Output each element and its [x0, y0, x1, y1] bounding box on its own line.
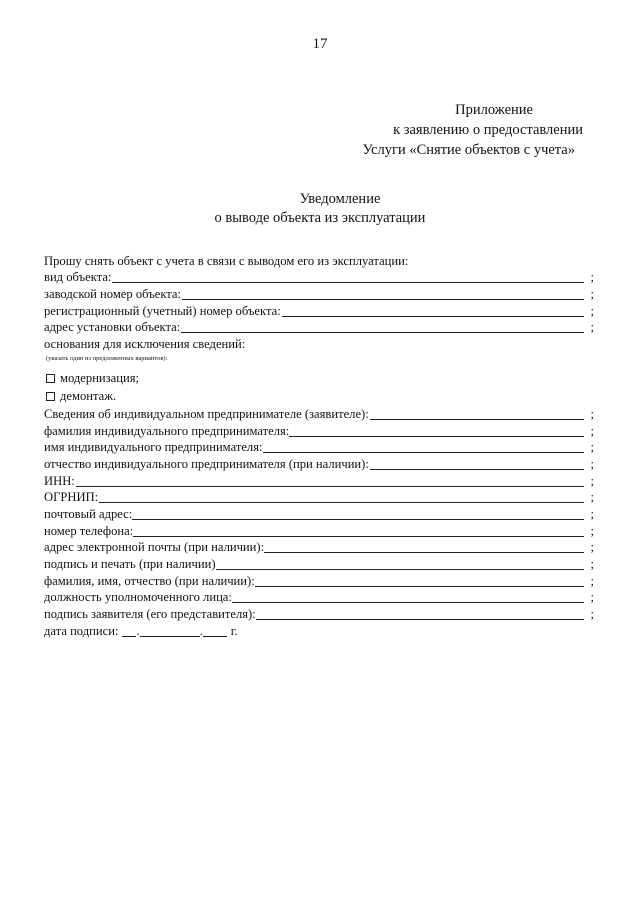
field-row	[44, 572, 594, 589]
page-number: 17	[312, 36, 328, 52]
appendix-header	[300, 100, 583, 160]
field-row	[44, 269, 594, 286]
fill-line[interactable]	[76, 475, 584, 487]
fill-line[interactable]	[182, 288, 584, 300]
year-suffix: г.	[230, 623, 238, 638]
field-end: ;	[590, 473, 594, 488]
document-title	[0, 190, 640, 228]
fill-line[interactable]	[370, 458, 584, 470]
field-label: фамилия, имя, отчество (при наличии):	[44, 573, 255, 588]
field-end: ;	[590, 320, 594, 335]
field-label: адрес электронной почты (при наличии):	[44, 540, 265, 555]
field-end: ;	[590, 590, 594, 605]
fill-line[interactable]	[132, 508, 584, 520]
field-label: Сведения об индивидуальном предпринимателе (заявителе):	[44, 406, 369, 421]
field-label: номер телефона:	[44, 523, 134, 538]
field-row	[44, 539, 594, 556]
fill-line[interactable]	[232, 591, 584, 603]
fill-line[interactable]	[255, 575, 584, 587]
field-row	[44, 302, 594, 319]
option-dismantling[interactable]	[44, 387, 594, 405]
field-row	[44, 319, 594, 336]
fill-line[interactable]	[256, 608, 584, 620]
fill-line[interactable]	[181, 321, 584, 333]
field-row	[44, 555, 594, 572]
grounds-row	[44, 335, 594, 352]
field-end: ;	[590, 303, 594, 318]
field-end: ;	[590, 287, 594, 302]
signature-date-row	[44, 622, 594, 639]
title-line-1: Уведомление	[299, 191, 381, 207]
field-label: регистрационный (учетный) номер объекта:	[44, 303, 281, 318]
field-end: ;	[590, 490, 594, 505]
field-label: ИНН:	[44, 473, 75, 488]
field-row	[44, 489, 594, 506]
form-intro-text: Прошу снять объект с учета в связи с выводом его из эксплуатации:	[44, 253, 409, 268]
field-end: ;	[590, 523, 594, 538]
year-blank[interactable]	[203, 625, 227, 637]
field-label: отчество индивидуального предпринимателя (при наличии):	[44, 456, 369, 471]
field-row	[44, 505, 594, 522]
field-label: заводской номер объекта:	[44, 287, 182, 302]
field-end: ;	[590, 506, 594, 521]
option-label: модернизация;	[60, 370, 140, 385]
field-end: ;	[590, 540, 594, 555]
notification-form	[44, 252, 594, 639]
checkbox-icon[interactable]	[46, 374, 55, 383]
fill-line[interactable]	[370, 408, 584, 420]
field-end: ;	[590, 423, 594, 438]
field-end: ;	[590, 607, 594, 622]
field-row	[44, 422, 594, 439]
month-blank[interactable]	[140, 625, 200, 637]
option-label: демонтаж.	[60, 388, 117, 403]
field-label: почтовый адрес:	[44, 506, 133, 521]
appendix-line-3: Услуги «Снятие объектов с учета»	[362, 142, 575, 158]
field-end: ;	[590, 440, 594, 455]
date-label: дата подписи:	[44, 623, 119, 638]
fill-line[interactable]	[112, 271, 584, 283]
field-row	[44, 405, 594, 422]
field-row	[44, 439, 594, 456]
appendix-line-1: Приложение	[455, 102, 533, 118]
field-row	[44, 455, 594, 472]
fill-line[interactable]	[263, 441, 584, 453]
grounds-hint: (указать один из предложенных вариантов):	[46, 355, 168, 363]
field-end: ;	[590, 557, 594, 571]
date-separator: .	[199, 623, 203, 638]
field-end: ;	[590, 406, 594, 421]
field-row	[44, 472, 594, 489]
field-label: подпись заявителя (его представителя):	[44, 607, 256, 622]
appendix-line-2: к заявлению о предоставлении	[393, 122, 583, 138]
fill-line[interactable]	[282, 305, 584, 317]
field-label: имя индивидуального предпринимателя:	[44, 440, 263, 455]
field-label: ОГРНИП:	[44, 490, 99, 505]
field-row	[44, 285, 594, 302]
grounds-label: основания для исключения сведений:	[44, 337, 246, 352]
field-label: подпись и печать (при наличии)	[44, 557, 216, 571]
title-line-2: о выводе объекта из эксплуатации	[214, 210, 426, 226]
field-end: ;	[590, 270, 594, 285]
field-label: адрес установки объекта:	[44, 320, 181, 335]
field-row	[44, 589, 594, 606]
fill-line[interactable]	[264, 541, 584, 553]
field-row	[44, 522, 594, 539]
fill-line[interactable]	[216, 558, 584, 570]
checkbox-icon[interactable]	[46, 392, 55, 401]
form-intro	[44, 252, 594, 269]
day-blank[interactable]	[122, 625, 136, 637]
fill-line[interactable]	[289, 425, 584, 437]
field-label: должность уполномоченного лица:	[44, 590, 232, 605]
field-end: ;	[590, 573, 594, 588]
field-row	[44, 605, 594, 622]
fill-line[interactable]	[133, 525, 584, 537]
field-end: ;	[590, 456, 594, 471]
field-label: вид объекта:	[44, 270, 112, 285]
option-modernization[interactable]	[44, 369, 594, 387]
fill-line[interactable]	[99, 491, 584, 503]
date-separator: .	[136, 623, 140, 638]
field-label: фамилия индивидуального предпринимателя:	[44, 423, 290, 438]
